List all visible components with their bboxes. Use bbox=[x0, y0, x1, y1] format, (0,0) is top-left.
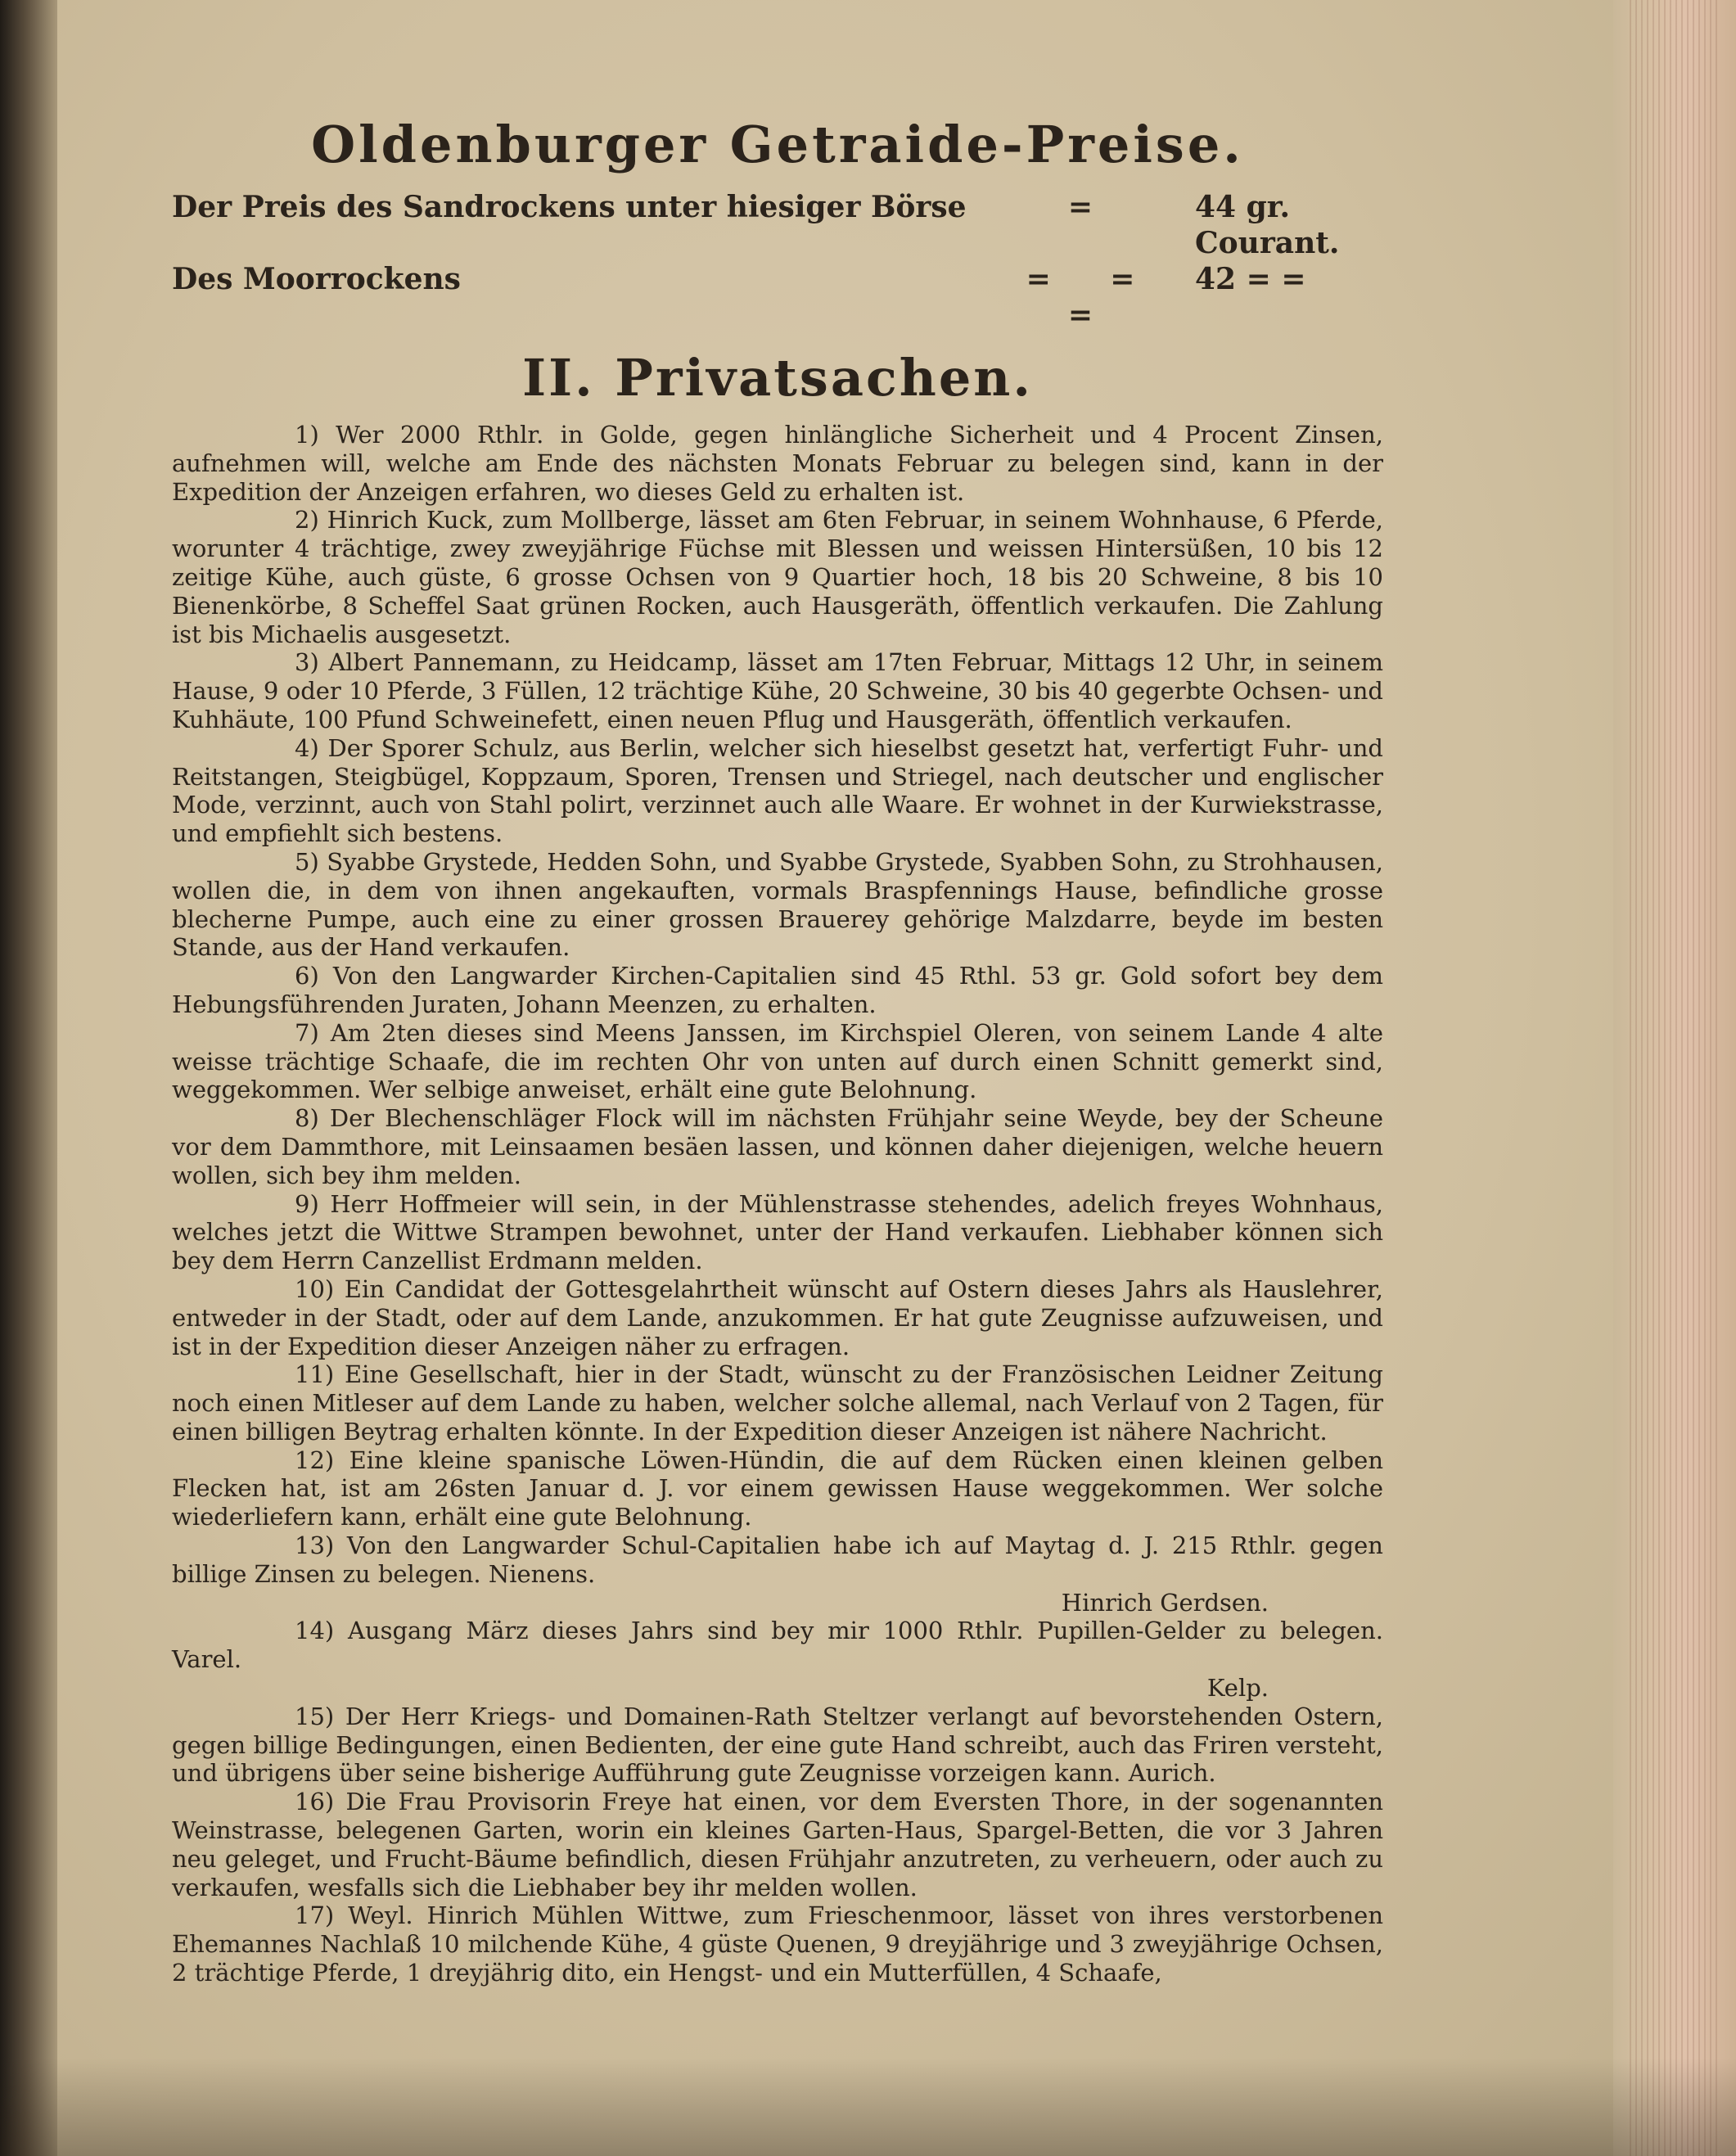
notice-entry: 4) Der Sporer Schulz, aus Berlin, welcher sich hieselbst gesetzt hat, verfertigt Fuhr- und Reitstangen, Steigbügel, Koppzaum, Sporen, Trensen und Striegel, nach deutscher und englischer Mode, verzinnt, auch von Stahl polirt, verzinnet auch alle Waare. Er wohnet in der Kurwiekstrasse, und empfiehlt sich bestens. bbox=[172, 733, 1383, 848]
section-title: II. Privatsachen. bbox=[522, 348, 1033, 408]
bottom-shadow bbox=[0, 2058, 1736, 2156]
price-value: 44 gr. Courant. bbox=[1195, 190, 1340, 260]
book-gutter bbox=[0, 0, 57, 2156]
price-row bbox=[172, 189, 1383, 261]
page-title: Oldenburger Getraide-Preise. bbox=[311, 115, 1244, 174]
price-row bbox=[172, 261, 1383, 333]
notice-entry: 11) Eine Gesellschaft, hier in der Stadt, wünscht zu der Französischen Leidner Zeitung noch einen Mitleser auf dem Lande zu haben, welcher solche allemal, nach Verlauf von 2 Tagen, für einen billigen Beytrag erhalten könnte. In der Expedition dieser Anzeigen ist nähere Nachricht. bbox=[172, 1360, 1383, 1446]
notice-entry: 3) Albert Pannemann, zu Heidcamp, lässet am 17ten Februar, Mittags 12 Uhr, in seinem Hause, 9 oder 10 Pferde, 3 Füllen, 12 trächtige Kühe, 20 Schweine, 30 bis 40 gegerbte Ochsen- und Kuhhäute, 100 Pfund Schweinefett, einen neuen Pflug und Hausgeräth, öffentlich verkaufen. bbox=[172, 648, 1383, 733]
price-label: Der Preis des Sandrockens unter hiesiger Börse bbox=[172, 190, 967, 224]
notice-entry: 16) Die Frau Provisorin Freye hat einen, vor dem Eversten Thore, in der sogenannten Weinstrasse, belegenen Garten, worin ein kleines Garten-Haus, Spargel-Betten, die vor 3 Jahren neu geleget, und Frucht-Bäume befindlich, diesen Frühjahr anzutreten, zu verheuern, oder auch zu verkaufen, wesfalls sich die Liebhaber bey ihr melden wollen. bbox=[172, 1788, 1383, 1901]
notice-entry: 7) Am 2ten dieses sind Meens Janssen, im Kirchspiel Oleren, von seinem Lande 4 alte weisse trächtige Schaafe, die im rechten Ohr von unten auf durch einen Schnitt gemerkt sind, weggekommen. Wer selbige anweiset, erhält eine gute Belohnung. bbox=[172, 1018, 1383, 1104]
price-label: Des Moorrockens bbox=[172, 262, 461, 296]
page-edges bbox=[1613, 0, 1736, 2156]
notice-entry: 12) Eine kleine spanische Löwen-Hündin, die auf dem Rücken einen kleinen gelben Flecken hat, ist am 26sten Januar d. J. vor einem gewissen Hause weggekommen. Wer solche wiederliefern kann, erhält eine gute Belohnung. bbox=[172, 1446, 1383, 1531]
page-content bbox=[172, 115, 1383, 1987]
notice-entry: 5) Syabbe Grystede, Hedden Sohn, und Syabbe Grystede, Syabben Sohn, zu Strohhausen, wollen die, in dem von ihnen angekauften, vormals Braspfennings Hause, befindliche grosse blecherne Pumpe, auch eine zu einer grossen Brauerey gehörige Malzdarre, beyde im besten Stande, aus der Hand verkaufen. bbox=[172, 847, 1383, 962]
price-marks: = = = bbox=[1026, 262, 1160, 332]
notice-entry: 1) Wer 2000 Rthlr. in Golde, gegen hinlängliche Sicherheit und 4 Procent Zinsen, aufnehmen will, welche am Ende des nächsten Monats Februar zu belegen sind, kann in der Expedition der Anzeigen erfahren, wo dieses Geld zu erhalten ist. bbox=[172, 421, 1383, 506]
notice-entry: 8) Der Blechenschläger Flock will im nächsten Frühjahr seine Weyde, bey der Scheune vor dem Dammthore, mit Leinsaamen besäen lassen, und können daher diejenigen, welche heuern wollen, sich bey ihm melden. bbox=[172, 1104, 1383, 1189]
notice-entry: 10) Ein Candidat der Gottesgelahrtheit wünscht auf Ostern dieses Jahrs als Hauslehrer, entweder in der Stadt, oder auf dem Lande, anzukommen. Er hat gute Zeugnisse aufzuweisen, und ist in der Expedition dieser Anzeigen näher zu erfragen. bbox=[172, 1274, 1383, 1360]
notice-entry: 13) Von den Langwarder Schul-Capitalien habe ich auf Maytag d. J. 215 Rthlr. gegen billige Zinsen zu belegen. Nienens. bbox=[172, 1531, 1383, 1588]
notice-entry: 17) Weyl. Hinrich Mühlen Wittwe, zum Frieschenmoor, lässet von ihres verstorbenen Ehemannes Nachlaß 10 milchende Kühe, 4 güste Quenen, 9 dreyjährige und 3 zweyjährige Ochsen, 2 trächtige Pferde, 1 dreyjährig dito, ein Hengst- und ein Mutterfüllen, 4 Schaafe, bbox=[172, 1901, 1383, 1987]
notice-list bbox=[172, 421, 1383, 1987]
notice-entry: 6) Von den Langwarder Kirchen-Capitalien sind 45 Rthl. 53 gr. Gold sofort bey dem Hebungsführenden Juraten, Johann Meenzen, zu erhalten. bbox=[172, 962, 1383, 1018]
notice-entry: 15) Der Herr Kriegs- und Domainen-Rath Steltzer verlangt auf bevorstehenden Ostern, gegen billige Bedingungen, einen Bedienten, der eine gute Hand schreibt, auch das Friren versteht, und übrigens über seine bisherige Aufführung gute Zeugnisse vorzeigen kann. Aurich. bbox=[172, 1702, 1383, 1788]
notice-entry: 2) Hinrich Kuck, zum Mollberge, lässet am 6ten Februar, in seinem Wohnhause, 6 Pferde, worunter 4 trächtige, zwey zweyjährige Füchse mit Blessen und weissen Hintersüßen, 10 bis 12 zeitige Kühe, auch güste, 6 grosse Ochsen von 9 Quartier hoch, 18 bis 20 Schweine, 8 bis 10 Bienenkörbe, 8 Scheffel Saat grünen Rocken, auch Hausgeräth, öffentlich verkaufen. Die Zahlung ist bis Michaelis ausgesetzt. bbox=[172, 506, 1383, 648]
price-list bbox=[172, 189, 1383, 333]
price-value: 42 = = bbox=[1195, 262, 1306, 296]
notice-signature: Hinrich Gerdsen. bbox=[1061, 1588, 1269, 1617]
notice-signature: Kelp. bbox=[1206, 1674, 1269, 1703]
price-marks: = bbox=[1067, 190, 1118, 224]
notice-entry: 14) Ausgang März dieses Jahrs sind bey mir 1000 Rthlr. Pupillen-Gelder zu belegen. Varel. bbox=[172, 1617, 1383, 1674]
notice-entry: 9) Herr Hoffmeier will sein, in der Mühlenstrasse stehendes, adelich freyes Wohnhaus, welches jetzt die Wittwe Strampen bewohnet, unter der Hand verkaufen. Liebhaber können sich bey dem Herrn Canzellist Erdmann melden. bbox=[172, 1189, 1383, 1275]
